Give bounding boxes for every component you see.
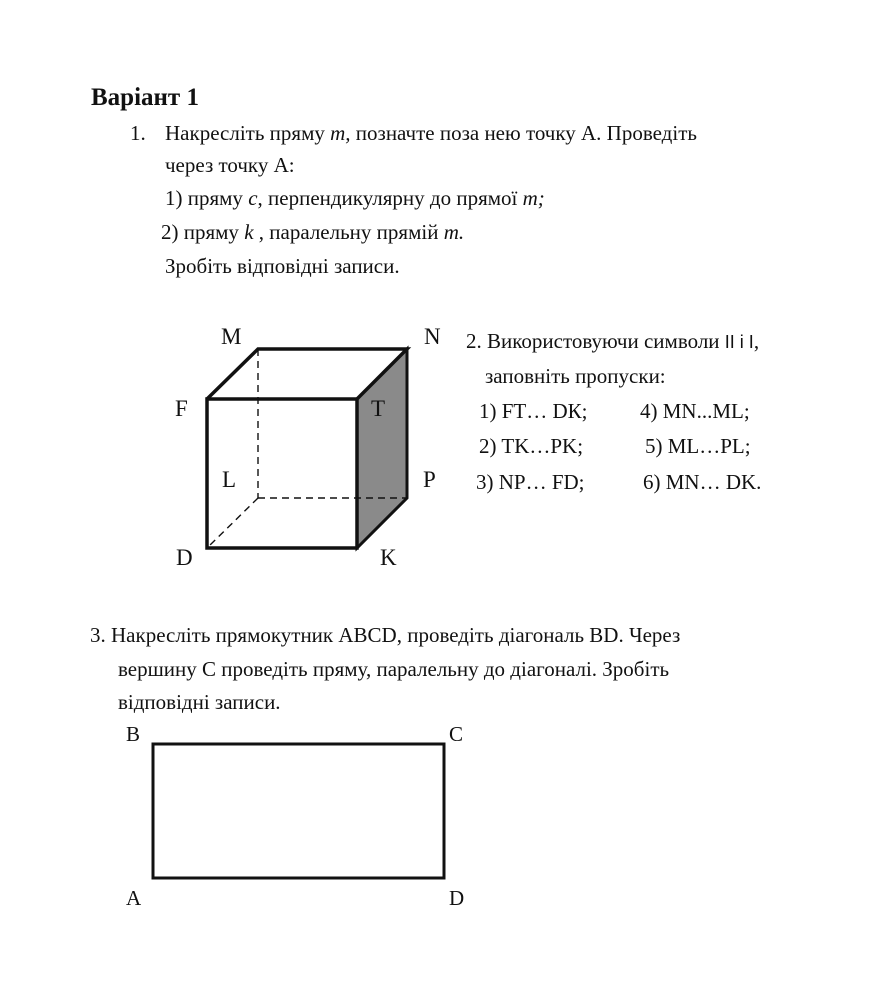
rect-label-d: D [449,886,465,910]
task2-item-5: 5) ML…PL; [645,434,751,458]
rect-label-c: C [449,722,464,746]
task1-item2-b: , паралельну прямій [253,220,444,244]
rect-label-b: B [126,722,141,746]
task3-line3: відповідні записи. [118,690,281,714]
cube-label-d: D [176,545,193,570]
cube-label-k: K [380,545,397,570]
task1-line1-m: m, [330,121,351,145]
cube-right-face [357,349,407,548]
task2-comma: , [753,329,760,353]
task2-line1 [466,329,759,354]
cube-label-t: T [371,396,386,421]
task2-item-2: 2) TK…PK; [479,434,584,458]
task3-line1: 3. Накресліть прямокутник ABCD, проведіть діагональ BD. Через [90,623,681,647]
task1-item2-a: 2) пряму [161,220,245,244]
task1-line1-a: Накресліть пряму [165,121,331,145]
cube-figure [207,349,407,548]
task1-item2-k: k [244,220,254,244]
task2-item-3: 3) NP… FD; [476,470,585,494]
cube-label-m: M [221,324,242,349]
cube-label-p: P [423,467,436,492]
task1-footer: Зробіть відповідні записи. [165,254,400,278]
task1-number: 1. [130,121,146,145]
cube-label-f: F [175,396,188,421]
rectangle-abcd [153,744,444,878]
task1-item1-c: c [248,186,258,210]
task2-line1-text: 2. Використовуючи символи [466,329,720,353]
cube-label-l: L [222,467,237,492]
task1-item1-b: , перпендикулярну до прямої [257,186,523,210]
cube-label-n: N [424,324,441,349]
task2-item-1: 1) FT… DК; [479,399,588,423]
task1-line2: через точку А: [165,153,295,177]
task1-item2-m: m. [443,220,465,244]
task1-line1-b: позначте поза нею точку А. Проведіть [350,121,697,145]
task2-item-4: 4) MN...ML; [640,399,750,423]
task1-item1-m: m; [522,186,545,210]
variant-title: Варіант 1 [91,84,199,111]
task3-line2: вершину С проведіть пряму, паралельну до діагоналі. Зробіть [118,657,670,681]
rect-label-a: A [126,886,142,910]
task2-line2: заповніть пропуски: [485,364,666,388]
task2-symbols: II і I [724,332,754,352]
task2-item-6: 6) MN… DK. [643,470,762,494]
task1-item1-a: 1) пряму [165,186,249,210]
